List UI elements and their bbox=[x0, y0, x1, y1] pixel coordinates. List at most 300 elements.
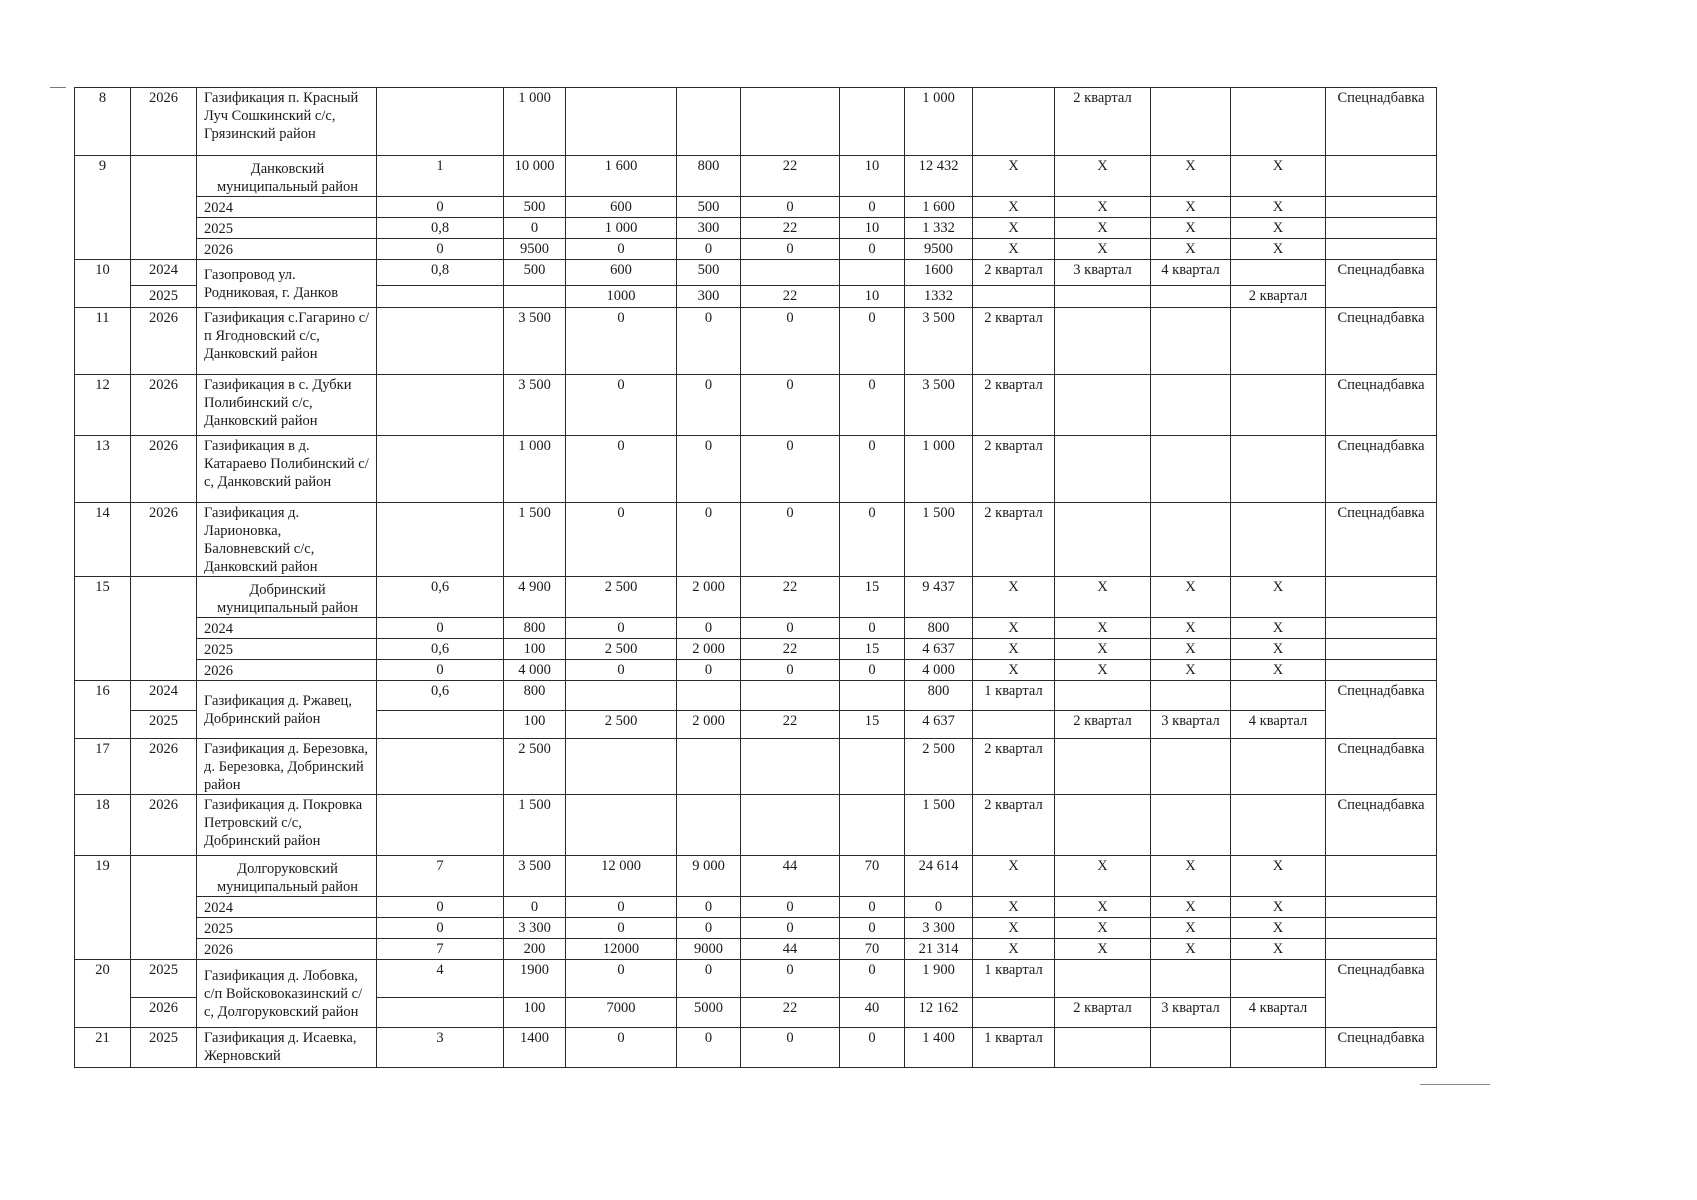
value-cell: 1 000 bbox=[504, 88, 566, 156]
value-cell: X bbox=[1151, 618, 1231, 639]
value-cell: 9500 bbox=[905, 239, 973, 260]
value-cell: 22 bbox=[741, 577, 840, 618]
value-cell: 3 500 bbox=[504, 308, 566, 375]
value-cell: 1 500 bbox=[905, 795, 973, 856]
object-name: Газификация д. Ларионовка, Баловневский с/с, Данковский район bbox=[197, 503, 377, 577]
value-cell: 2 500 bbox=[504, 739, 566, 795]
object-row bbox=[75, 795, 1437, 856]
value-cell: X bbox=[1231, 897, 1326, 918]
value-cell: 0 bbox=[566, 308, 677, 375]
value-cell: 1000 bbox=[566, 286, 677, 308]
value-cell bbox=[1055, 503, 1151, 577]
value-cell: X bbox=[1055, 918, 1151, 939]
district-name: Долгоруковский муниципальный район bbox=[197, 856, 377, 897]
value-cell: 0 bbox=[840, 308, 905, 375]
value-cell: 0 bbox=[566, 897, 677, 918]
value-cell: 0 bbox=[741, 960, 840, 998]
value-cell: 0 bbox=[741, 1028, 840, 1068]
note-cell: Спецнадбавка bbox=[1326, 795, 1437, 856]
value-cell: 0,6 bbox=[377, 577, 504, 618]
district-year-row bbox=[75, 939, 1437, 960]
year-label: 2025 bbox=[197, 218, 377, 239]
year-label: 2025 bbox=[197, 918, 377, 939]
value-cell: 3 квартал bbox=[1055, 260, 1151, 286]
value-cell: 2 500 bbox=[566, 577, 677, 618]
year-cell: 2026 bbox=[131, 436, 197, 503]
value-cell: 4 квартал bbox=[1151, 260, 1231, 286]
district-row bbox=[75, 156, 1437, 197]
value-cell: 0 bbox=[504, 897, 566, 918]
value-cell: 12 162 bbox=[905, 998, 973, 1028]
object-name: Газификация д. Исаевка, Жерновский bbox=[197, 1028, 377, 1068]
value-cell bbox=[840, 739, 905, 795]
year-label: 2026 bbox=[197, 660, 377, 681]
value-cell bbox=[1055, 681, 1151, 711]
value-cell: 44 bbox=[741, 856, 840, 897]
value-cell: 0 bbox=[377, 239, 504, 260]
value-cell bbox=[840, 260, 905, 286]
note-cell: Спецнадбавка bbox=[1326, 1028, 1437, 1068]
value-cell: 4 637 bbox=[905, 711, 973, 739]
value-cell bbox=[973, 998, 1055, 1028]
value-cell: 800 bbox=[504, 681, 566, 711]
value-cell bbox=[566, 795, 677, 856]
value-cell: 1 900 bbox=[905, 960, 973, 998]
value-cell bbox=[1151, 739, 1231, 795]
value-cell: 1 600 bbox=[905, 197, 973, 218]
value-cell: 0 bbox=[840, 897, 905, 918]
row-number: 14 bbox=[75, 503, 131, 577]
value-cell: 500 bbox=[504, 197, 566, 218]
value-cell: 0 bbox=[566, 1028, 677, 1068]
value-cell: 0 bbox=[677, 436, 741, 503]
value-cell: X bbox=[973, 618, 1055, 639]
year-cell: 2026 bbox=[131, 503, 197, 577]
value-cell: 3 квартал bbox=[1151, 711, 1231, 739]
value-cell: 2 квартал bbox=[973, 503, 1055, 577]
value-cell bbox=[973, 286, 1055, 308]
value-cell: 70 bbox=[840, 939, 905, 960]
value-cell: 7 bbox=[377, 939, 504, 960]
value-cell bbox=[1231, 375, 1326, 436]
value-cell: 7000 bbox=[566, 998, 677, 1028]
value-cell: 1 000 bbox=[566, 218, 677, 239]
value-cell: X bbox=[1055, 856, 1151, 897]
value-cell: 1 332 bbox=[905, 218, 973, 239]
value-cell: 0 bbox=[377, 897, 504, 918]
note-cell bbox=[1326, 897, 1437, 918]
value-cell: X bbox=[1151, 218, 1231, 239]
object-name: Газификация д. Березовка, д. Березовка, Добринский район bbox=[197, 739, 377, 795]
year-cell: 2025 bbox=[131, 960, 197, 998]
object-name: Газификация д. Ржавец, Добринский район bbox=[197, 681, 377, 739]
value-cell: 3 500 bbox=[905, 308, 973, 375]
year-cell: 2026 bbox=[131, 308, 197, 375]
object-name: Газификация д. Покровка Петровский с/с, Добринский район bbox=[197, 795, 377, 856]
value-cell: 2 квартал bbox=[973, 375, 1055, 436]
value-cell: 0,6 bbox=[377, 681, 504, 711]
note-cell bbox=[1326, 218, 1437, 239]
value-cell: X bbox=[973, 197, 1055, 218]
value-cell bbox=[377, 308, 504, 375]
note-cell: Спецнадбавка bbox=[1326, 681, 1437, 739]
value-cell: 12 432 bbox=[905, 156, 973, 197]
value-cell: X bbox=[1151, 239, 1231, 260]
note-cell bbox=[1326, 856, 1437, 897]
value-cell: X bbox=[1055, 939, 1151, 960]
object-name: Газификация с.Гагарино с/п Ягодновский с/с, Данковский район bbox=[197, 308, 377, 375]
value-cell: 1 bbox=[377, 156, 504, 197]
value-cell: 0 bbox=[566, 960, 677, 998]
value-cell: X bbox=[1151, 639, 1231, 660]
value-cell: 1400 bbox=[504, 1028, 566, 1068]
value-cell: 0 bbox=[566, 239, 677, 260]
note-cell: Спецнадбавка bbox=[1326, 260, 1437, 308]
object-row bbox=[75, 260, 1437, 286]
value-cell: 600 bbox=[566, 197, 677, 218]
district-name: Данковский муниципальный район bbox=[197, 156, 377, 197]
value-cell: X bbox=[973, 239, 1055, 260]
value-cell: 1 квартал bbox=[973, 1028, 1055, 1068]
value-cell bbox=[1151, 375, 1231, 436]
value-cell: 3 500 bbox=[504, 375, 566, 436]
value-cell bbox=[504, 286, 566, 308]
value-cell: 0 bbox=[840, 503, 905, 577]
value-cell bbox=[566, 88, 677, 156]
value-cell: 0 bbox=[566, 436, 677, 503]
value-cell: 4 900 bbox=[504, 577, 566, 618]
year-label: 2025 bbox=[197, 639, 377, 660]
value-cell: 1 500 bbox=[504, 503, 566, 577]
value-cell: 500 bbox=[504, 260, 566, 286]
note-cell bbox=[1326, 660, 1437, 681]
value-cell: 0 bbox=[741, 197, 840, 218]
row-number: 18 bbox=[75, 795, 131, 856]
value-cell bbox=[1055, 375, 1151, 436]
row-number: 16 bbox=[75, 681, 131, 739]
object-row bbox=[75, 88, 1437, 156]
value-cell bbox=[1231, 260, 1326, 286]
object-row bbox=[75, 375, 1437, 436]
value-cell: 0 bbox=[566, 618, 677, 639]
note-cell bbox=[1326, 618, 1437, 639]
value-cell: X bbox=[1231, 577, 1326, 618]
value-cell: X bbox=[1231, 918, 1326, 939]
value-cell: 3 500 bbox=[504, 856, 566, 897]
value-cell: 1 600 bbox=[566, 156, 677, 197]
value-cell: X bbox=[1151, 197, 1231, 218]
value-cell: 22 bbox=[741, 156, 840, 197]
value-cell bbox=[973, 88, 1055, 156]
note-cell bbox=[1326, 577, 1437, 618]
value-cell: 1 квартал bbox=[973, 681, 1055, 711]
value-cell: 15 bbox=[840, 577, 905, 618]
note-cell: Спецнадбавка bbox=[1326, 436, 1437, 503]
value-cell bbox=[973, 711, 1055, 739]
row-number: 20 bbox=[75, 960, 131, 1028]
value-cell: 15 bbox=[840, 711, 905, 739]
value-cell bbox=[840, 88, 905, 156]
row-number: 10 bbox=[75, 260, 131, 308]
value-cell bbox=[1055, 1028, 1151, 1068]
value-cell: X bbox=[1231, 856, 1326, 897]
value-cell: X bbox=[1055, 618, 1151, 639]
value-cell: 12 000 bbox=[566, 856, 677, 897]
value-cell: 22 bbox=[741, 711, 840, 739]
value-cell bbox=[1231, 739, 1326, 795]
note-cell: Спецнадбавка bbox=[1326, 739, 1437, 795]
value-cell: 2 квартал bbox=[973, 260, 1055, 286]
row-number: 19 bbox=[75, 856, 131, 960]
value-cell: 2 500 bbox=[566, 711, 677, 739]
value-cell: 0 bbox=[840, 660, 905, 681]
row-number: 12 bbox=[75, 375, 131, 436]
value-cell: 1 500 bbox=[504, 795, 566, 856]
value-cell: 4 квартал bbox=[1231, 711, 1326, 739]
value-cell bbox=[840, 795, 905, 856]
value-cell bbox=[1055, 436, 1151, 503]
year-cell bbox=[131, 577, 197, 681]
value-cell: 2 квартал bbox=[973, 436, 1055, 503]
value-cell: 22 bbox=[741, 639, 840, 660]
value-cell: X bbox=[1151, 156, 1231, 197]
value-cell bbox=[377, 998, 504, 1028]
value-cell: 0 bbox=[840, 436, 905, 503]
value-cell bbox=[741, 795, 840, 856]
year-cell: 2025 bbox=[131, 286, 197, 308]
value-cell: 2 квартал bbox=[1055, 998, 1151, 1028]
value-cell bbox=[677, 739, 741, 795]
margin-mark bbox=[50, 87, 66, 88]
value-cell: 3 300 bbox=[504, 918, 566, 939]
note-cell bbox=[1326, 918, 1437, 939]
value-cell: 22 bbox=[741, 998, 840, 1028]
value-cell: X bbox=[973, 639, 1055, 660]
year-cell: 2026 bbox=[131, 795, 197, 856]
value-cell: X bbox=[1231, 197, 1326, 218]
value-cell: 1 000 bbox=[905, 436, 973, 503]
district-year-row bbox=[75, 639, 1437, 660]
value-cell: 3 500 bbox=[905, 375, 973, 436]
year-cell: 2024 bbox=[131, 260, 197, 286]
value-cell: 5000 bbox=[677, 998, 741, 1028]
value-cell: X bbox=[1151, 660, 1231, 681]
value-cell: 4 637 bbox=[905, 639, 973, 660]
value-cell: X bbox=[973, 856, 1055, 897]
value-cell: 2 квартал bbox=[973, 308, 1055, 375]
value-cell: X bbox=[973, 897, 1055, 918]
value-cell: 1 000 bbox=[504, 436, 566, 503]
value-cell: 300 bbox=[677, 286, 741, 308]
value-cell bbox=[1231, 1028, 1326, 1068]
value-cell: 4 000 bbox=[905, 660, 973, 681]
value-cell bbox=[377, 739, 504, 795]
value-cell: 10 000 bbox=[504, 156, 566, 197]
value-cell bbox=[677, 88, 741, 156]
note-cell bbox=[1326, 639, 1437, 660]
note-cell bbox=[1326, 156, 1437, 197]
value-cell: 0 bbox=[840, 960, 905, 998]
gasification-schedule-table bbox=[74, 87, 1437, 1068]
value-cell bbox=[1231, 960, 1326, 998]
object-name: Газификация в д. Катараево Полибинский с/с, Данковский район bbox=[197, 436, 377, 503]
value-cell: 0 bbox=[504, 218, 566, 239]
value-cell bbox=[377, 795, 504, 856]
value-cell: 0 bbox=[677, 1028, 741, 1068]
year-cell: 2025 bbox=[131, 711, 197, 739]
table-body bbox=[75, 88, 1437, 1068]
district-year-row bbox=[75, 897, 1437, 918]
value-cell: 0,6 bbox=[377, 639, 504, 660]
district-name: Добринский муниципальный район bbox=[197, 577, 377, 618]
district-year-row bbox=[75, 660, 1437, 681]
value-cell: 4 квартал bbox=[1231, 998, 1326, 1028]
value-cell: 0 bbox=[741, 660, 840, 681]
object-name: Газификация п. Красный Луч Сошкинский с/с, Грязинский район bbox=[197, 88, 377, 156]
value-cell: X bbox=[1231, 939, 1326, 960]
value-cell: 0 bbox=[741, 308, 840, 375]
value-cell: X bbox=[1055, 577, 1151, 618]
value-cell bbox=[377, 88, 504, 156]
year-cell: 2026 bbox=[131, 998, 197, 1028]
value-cell: 500 bbox=[677, 260, 741, 286]
value-cell bbox=[566, 739, 677, 795]
value-cell bbox=[1151, 1028, 1231, 1068]
value-cell: X bbox=[1055, 639, 1151, 660]
value-cell: 0 bbox=[840, 239, 905, 260]
value-cell: 100 bbox=[504, 998, 566, 1028]
value-cell: 0 bbox=[566, 660, 677, 681]
value-cell: 2 квартал bbox=[1055, 711, 1151, 739]
value-cell: 1332 bbox=[905, 286, 973, 308]
value-cell: X bbox=[1055, 239, 1151, 260]
value-cell: 10 bbox=[840, 218, 905, 239]
year-label: 2024 bbox=[197, 897, 377, 918]
value-cell bbox=[377, 375, 504, 436]
value-cell bbox=[741, 260, 840, 286]
value-cell: 1 500 bbox=[905, 503, 973, 577]
year-label: 2024 bbox=[197, 197, 377, 218]
value-cell: 9 000 bbox=[677, 856, 741, 897]
value-cell: 21 314 bbox=[905, 939, 973, 960]
note-cell bbox=[1326, 197, 1437, 218]
value-cell: 0 bbox=[840, 197, 905, 218]
value-cell bbox=[1151, 88, 1231, 156]
value-cell: X bbox=[973, 577, 1055, 618]
value-cell: X bbox=[1151, 577, 1231, 618]
value-cell: 24 614 bbox=[905, 856, 973, 897]
value-cell bbox=[1055, 739, 1151, 795]
value-cell: 0 bbox=[677, 897, 741, 918]
value-cell: 15 bbox=[840, 639, 905, 660]
value-cell: 0 bbox=[377, 918, 504, 939]
value-cell bbox=[1151, 960, 1231, 998]
value-cell bbox=[741, 739, 840, 795]
value-cell: 4 000 bbox=[504, 660, 566, 681]
value-cell: 1 000 bbox=[905, 88, 973, 156]
value-cell: 2 квартал bbox=[1055, 88, 1151, 156]
value-cell bbox=[1055, 960, 1151, 998]
value-cell bbox=[741, 88, 840, 156]
value-cell: 0,8 bbox=[377, 218, 504, 239]
value-cell: 0 bbox=[377, 197, 504, 218]
value-cell: X bbox=[1151, 918, 1231, 939]
row-number: 15 bbox=[75, 577, 131, 681]
value-cell: 0 bbox=[741, 239, 840, 260]
value-cell: 500 bbox=[677, 197, 741, 218]
value-cell bbox=[1151, 681, 1231, 711]
value-cell: 2 квартал bbox=[973, 739, 1055, 795]
value-cell: 22 bbox=[741, 286, 840, 308]
object-row bbox=[75, 739, 1437, 795]
row-number: 8 bbox=[75, 88, 131, 156]
row-number: 9 bbox=[75, 156, 131, 260]
value-cell: 100 bbox=[504, 639, 566, 660]
value-cell: 0 bbox=[741, 436, 840, 503]
value-cell: 2 000 bbox=[677, 711, 741, 739]
value-cell: 9 437 bbox=[905, 577, 973, 618]
value-cell: 0 bbox=[677, 308, 741, 375]
value-cell bbox=[1231, 503, 1326, 577]
note-cell bbox=[1326, 239, 1437, 260]
value-cell: 800 bbox=[905, 618, 973, 639]
value-cell: 2 000 bbox=[677, 639, 741, 660]
value-cell: 2 500 bbox=[905, 739, 973, 795]
value-cell: 1 квартал bbox=[973, 960, 1055, 998]
value-cell bbox=[1231, 681, 1326, 711]
value-cell bbox=[1231, 795, 1326, 856]
district-year-row bbox=[75, 197, 1437, 218]
row-number: 17 bbox=[75, 739, 131, 795]
district-year-row bbox=[75, 618, 1437, 639]
value-cell: 800 bbox=[504, 618, 566, 639]
value-cell: 9500 bbox=[504, 239, 566, 260]
value-cell: 0 bbox=[840, 918, 905, 939]
value-cell: 40 bbox=[840, 998, 905, 1028]
value-cell bbox=[377, 503, 504, 577]
value-cell bbox=[677, 795, 741, 856]
value-cell: 9000 bbox=[677, 939, 741, 960]
value-cell: 2 квартал bbox=[1231, 286, 1326, 308]
district-year-row bbox=[75, 239, 1437, 260]
value-cell: 2 квартал bbox=[973, 795, 1055, 856]
value-cell bbox=[377, 436, 504, 503]
value-cell: 0 bbox=[566, 375, 677, 436]
year-cell bbox=[131, 856, 197, 960]
value-cell: 0 bbox=[741, 375, 840, 436]
value-cell bbox=[1151, 286, 1231, 308]
note-cell: Спецнадбавка bbox=[1326, 88, 1437, 156]
value-cell: 0 bbox=[677, 239, 741, 260]
district-year-row bbox=[75, 218, 1437, 239]
value-cell: X bbox=[1151, 897, 1231, 918]
value-cell: 10 bbox=[840, 286, 905, 308]
value-cell: 800 bbox=[905, 681, 973, 711]
year-label: 2026 bbox=[197, 239, 377, 260]
value-cell: X bbox=[973, 660, 1055, 681]
value-cell bbox=[566, 681, 677, 711]
value-cell: 10 bbox=[840, 156, 905, 197]
value-cell: 100 bbox=[504, 711, 566, 739]
value-cell: X bbox=[1231, 660, 1326, 681]
note-cell: Спецнадбавка bbox=[1326, 375, 1437, 436]
value-cell bbox=[1055, 286, 1151, 308]
object-name: Газопровод ул. Родниковая, г. Данков bbox=[197, 260, 377, 308]
value-cell: 0 bbox=[377, 618, 504, 639]
value-cell: 600 bbox=[566, 260, 677, 286]
value-cell: 0 bbox=[741, 618, 840, 639]
value-cell: 2 000 bbox=[677, 577, 741, 618]
